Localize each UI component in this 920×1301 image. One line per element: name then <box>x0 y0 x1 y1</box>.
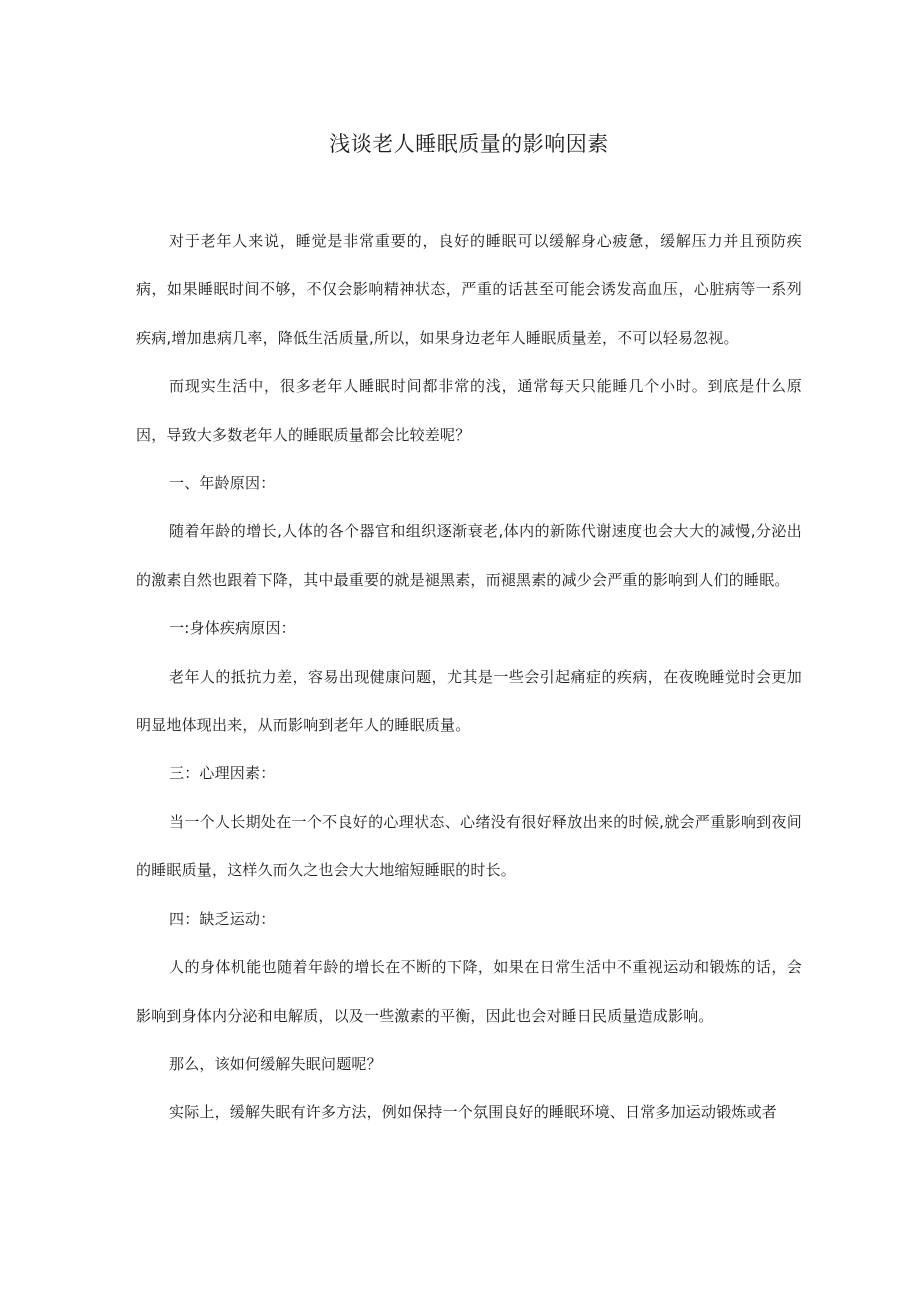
document-title: 浅谈老人睡眠质量的影响因素 <box>329 132 609 156</box>
paragraph-age: 随着年龄的增长,人体的各个器官和组织逐渐衰老,体内的新陈代谢速度也会大大的减慢,分泌出的激素自然也跟着下降，其中最重要的就是褪黑素，而褪黑素的减少会严重的影响到人们的睡眠。 <box>136 522 802 589</box>
paragraph-psychology: 当一个人长期处在一个不良好的心理状态、心绪没有很好释放出来的时候,就会严重影响到夜间的睡眠质量，这样久而久之也会大大地缩短睡眠的时长。 <box>136 812 802 880</box>
heading-age: 一、年龄原因： <box>169 474 276 493</box>
paragraph-relief-methods: 实际上，缓解失眠有许多方法，例如保持一个氛围良好的睡眠环境、日常多加运动锻炼或者 <box>169 1103 778 1122</box>
heading-psychology: 三：心理因素： <box>169 764 276 783</box>
paragraph-exercise: 人的身体机能也随着年龄的增长在不断的下降，如果在日常生活中不重视运动和锻炼的话，会影响到身体内分泌和电解质，以及一些激素的平衡，因此也会对睡日民质量造成影响。 <box>136 958 802 1025</box>
paragraph-disease: 老年人的抵抗力差，容易出现健康问题，尤其是一些会引起痛症的疾病，在夜晚睡觉时会更加明显地体现出来，从而影响到老年人的睡眠质量。 <box>136 667 802 735</box>
paragraph-relief-question: 那么，该如何缓解失眠问题呢？ <box>169 1054 382 1073</box>
heading-exercise: 四：缺乏运动： <box>169 909 276 928</box>
paragraph-question: 而现实生活中，很多老年人睡眠时间都非常的浅，通常每天只能睡几个小时。到底是什么原因，导致大多数老年人的睡眠质量都会比较差呢？ <box>136 377 802 444</box>
paragraph-intro: 对于老年人来说，睡觉是非常重要的，良好的睡眠可以缓解身心疲惫，缓解压力并且预防疾病，如果睡眠时间不够，不仅会影响精神状态，严重的话甚至可能会诱发高血压，心脏病等一系列疾病,增加患病几率，降低生活质量,所以，如果身边老年人睡眠质量差，不可以轻易忽视。 <box>136 232 802 347</box>
heading-disease: 一:身体疾病原因： <box>169 619 296 638</box>
